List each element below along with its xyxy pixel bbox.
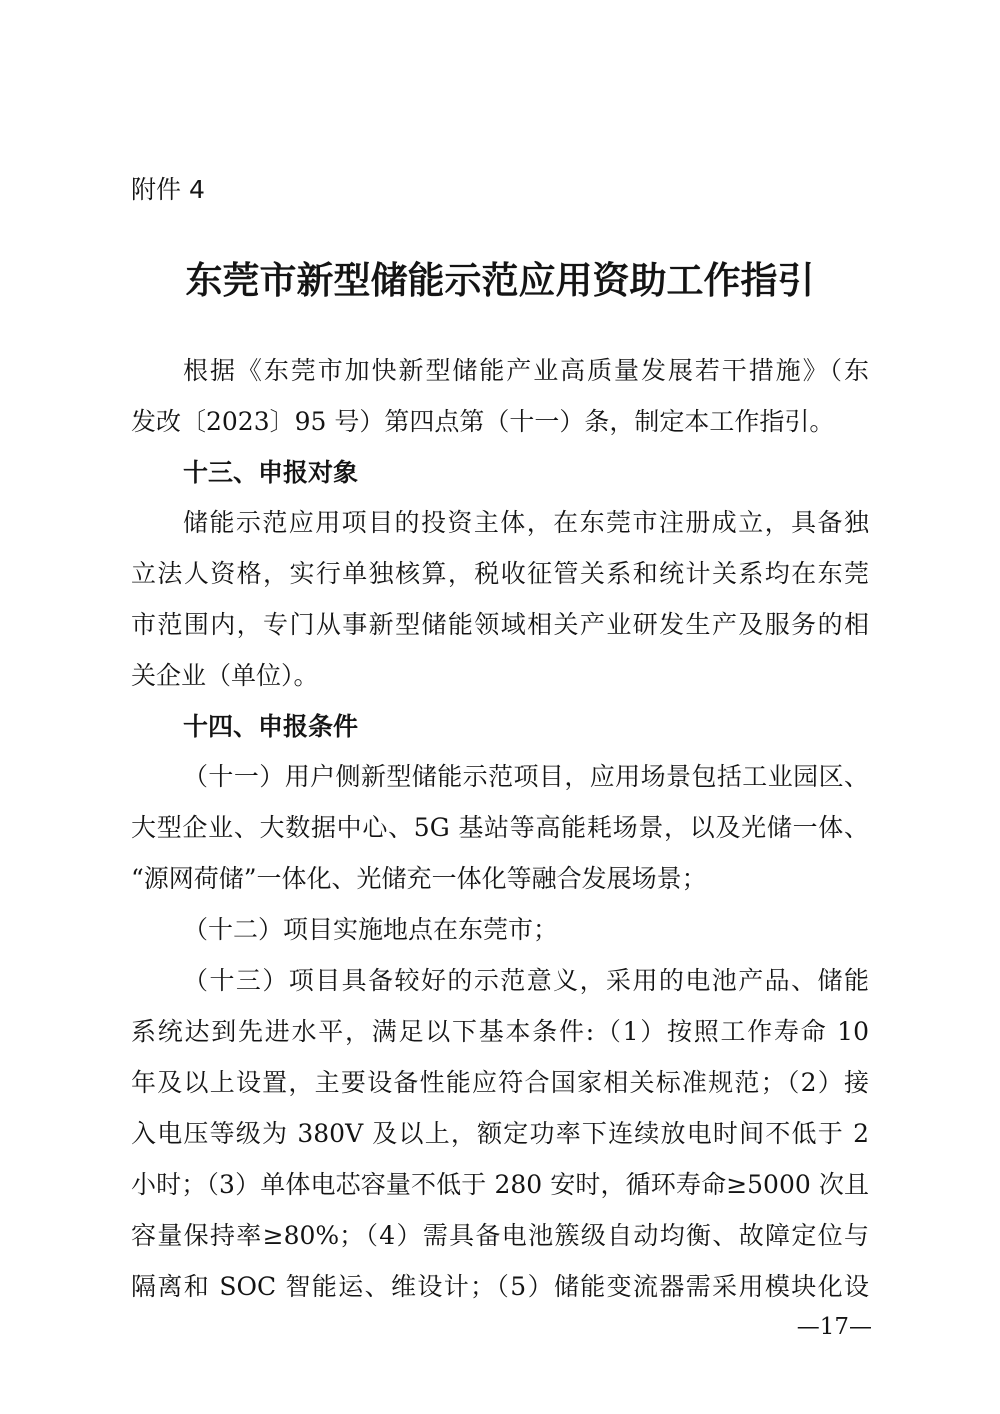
paragraph-line: 隔离和 SOC 智能运、维设计；（5）储能变流器需采用模块化设: [131, 1272, 869, 1301]
paragraph-line: 年及以上设置，主要设备性能应符合国家相关标准规范；（2）接: [131, 1068, 869, 1097]
paragraph-line: （十一）用户侧新型储能示范项目，应用场景包括工业园区、: [183, 762, 869, 791]
paragraph-line: 市范围内，专门从事新型储能领域相关产业研发生产及服务的相: [131, 610, 869, 639]
paragraph-line: （十二）项目实施地点在东莞市；: [183, 915, 559, 944]
paragraph-line: 系统达到先进水平，满足以下基本条件:（1）按照工作寿命 10: [131, 1017, 869, 1046]
section-heading: 十三、申报对象: [183, 458, 359, 487]
attachment-label: 附件 4: [131, 175, 205, 204]
paragraph-line: 关企业（单位）。: [131, 661, 319, 690]
paragraph-line: “源网荷储”一体化、光储充一体化等融合发展场景；: [131, 864, 707, 893]
paragraph-line: 小时；（3）单体电芯容量不低于 280 安时，循环寿命≥5000 次且: [131, 1170, 869, 1199]
paragraph-line: 储能示范应用项目的投资主体，在东莞市注册成立，具备独: [183, 508, 869, 537]
page-number: —17—: [796, 1314, 872, 1340]
intro-line: 发改〔2023〕95 号）第四点第（十一）条，制定本工作指引。: [131, 407, 835, 436]
paragraph-line: 大型企业、大数据中心、5G 基站等高能耗场景，以及光储一体、: [131, 813, 869, 842]
document-title: 东莞市新型储能示范应用资助工作指引: [185, 258, 815, 302]
paragraph-line: 立法人资格，实行单独核算，税收征管关系和统计关系均在东莞: [131, 559, 869, 588]
section-heading: 十四、申报条件: [183, 712, 359, 741]
paragraph-line: 入电压等级为 380V 及以上，额定功率下连续放电时间不低于 2: [131, 1119, 869, 1148]
intro-line: 根据《东莞市加快新型储能产业高质量发展若干措施》（东: [183, 356, 869, 385]
paragraph-line: （十三）项目具备较好的示范意义，采用的电池产品、储能: [183, 966, 869, 995]
paragraph-line: 容量保持率≥80%；（4）需具备电池簇级自动均衡、故障定位与: [131, 1221, 869, 1250]
